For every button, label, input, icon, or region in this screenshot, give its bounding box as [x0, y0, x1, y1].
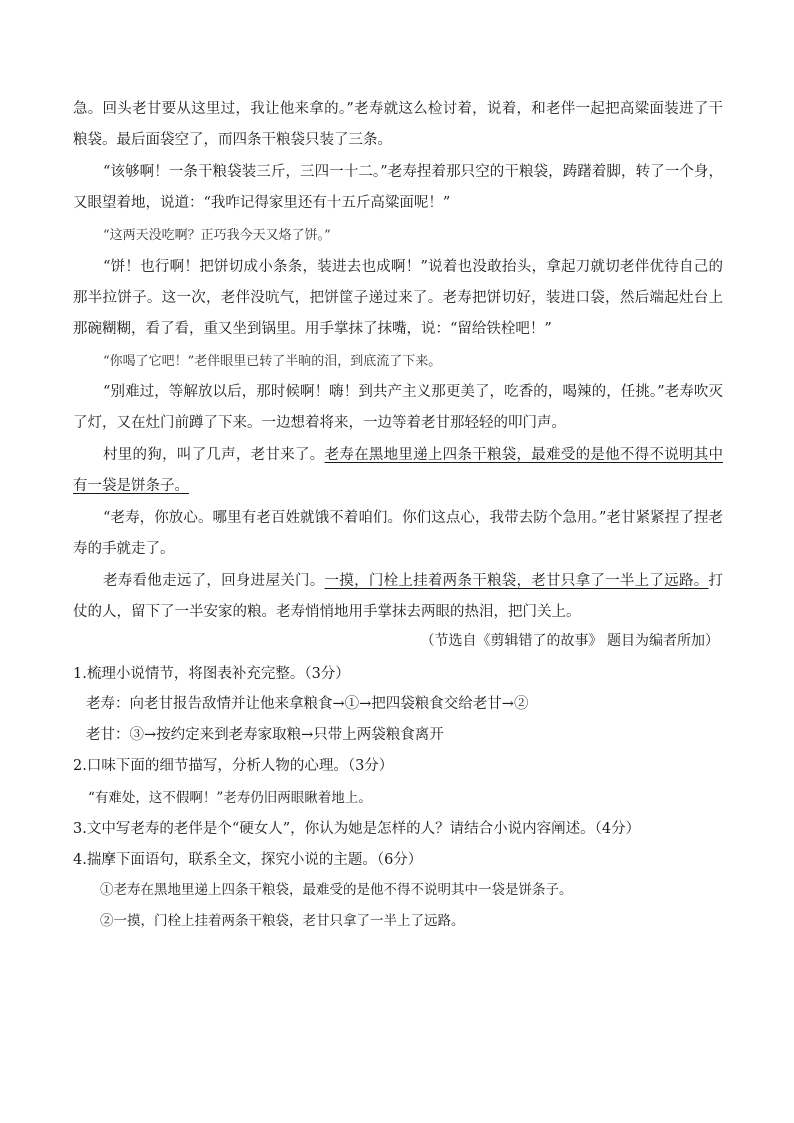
story-paragraph-6: “别难过，等解放以后，那时候啊！嗨！到共产主义那更美了，吃香的，喝辣的，任挑。”老寿吹灭了灯，又在灶门前蹲了下来。一边想着将来，一边等着老甘那轻轻的叩门声。 [73, 384, 723, 431]
story-paragraph-8: “老寿，你放心。哪里有老百姓就饿不着咱们。你们这点心，我带去防个急用。”老甘紧紧捏了捏老寿的手就走了。 [73, 510, 723, 557]
question-1-row-b: 老甘：③→按约定来到老寿家取粮→只带上两袋粮食离开 [86, 727, 444, 743]
source-note: （节选自《剪辑错了的故事》 题目为编者所加） [420, 633, 719, 649]
question-4-item-1: ①老寿在黑地里递上四条干粮袋，最难受的是他不得不说明其中一袋是饼条子。 [100, 882, 573, 898]
p9-plain-text-b: 打仗的人，留下了一半安家的粮。老寿悄悄地用手掌抹去两眼的热泪，把门关上。 [73, 573, 724, 620]
question-4: 4.揣摩下面语句，联系全文，探究小说的主题。（6分） [73, 852, 423, 868]
story-paragraph-7 [73, 440, 723, 502]
question-3: 3.文中写老寿的老伴是个“硬女人”，你认为她是怎样的人？请结合小说内容阐述。（4分） [73, 821, 641, 837]
question-1-row-a: 老寿：向老甘报告敌情并让他来拿粮食→①→把四袋粮食交给老甘→② [86, 696, 529, 712]
p7-underlined-text: 老寿在黑地里递上四条干粮袋，最难受的是他不得不说明其中有一袋是饼条子。 [73, 447, 724, 494]
question-1: 1.梳理小说情节，将图表补充完整。（3分） [73, 666, 350, 682]
p7-plain-text: 村里的狗，叫了几声，老甘来了。 [103, 447, 325, 463]
question-2-quote: “有难处，这不假啊！”老寿仍旧两眼瞅着地上。 [88, 790, 372, 806]
question-4-item-2: ②一摸，门栓上挂着两条干粮袋，老甘只拿了一半上了远路。 [100, 913, 465, 929]
story-paragraph-3: “这两天没吃啊？正巧我今天又烙了饼。” [103, 228, 331, 243]
story-paragraph-9 [73, 566, 723, 628]
question-2: 2.口味下面的细节描写，分析人物的心理。（3分） [73, 758, 394, 774]
story-paragraph-2: “该够啊！一条干粮袋装三斤，三四一十二。”老寿捏着那只空的干粮袋，踌躇着脚，转了一个身，又眼望着地，说道：“我咋记得家里还有十五斤高粱面呢！” [73, 164, 723, 211]
story-paragraph-1: 急。回头老甘要从这里过，我让他来拿的。”老寿就这么检讨着，说着，和老伴一起把高粱面装进了干粮袋。最后面袋空了，而四条干粮袋只装了三条。 [73, 101, 723, 148]
story-paragraph-4: “饼！也行啊！把饼切成小条条，装进去也成啊！”说着也没敢抬头，拿起刀就切老伴优待自己的那半拉饼子。这一次，老伴没吭气，把饼筐子递过来了。老寿把饼切好，装进口袋，然后端起灶台上那碗糊糊，看了看，重又坐到锅里。用手掌抹了抹嘴，说：“留给铁栓吧！” [73, 259, 723, 337]
story-paragraph-5: “你喝了它吧！”老伴眼里已转了半晌的泪，到底流了下来。 [103, 354, 442, 369]
p9-plain-text-a: 老寿看他走远了，回身进屋关门。 [103, 573, 325, 589]
p9-underlined-text: 一摸，门栓上挂着两条干粮袋，老甘只拿了一半上了远路。 [324, 573, 709, 589]
